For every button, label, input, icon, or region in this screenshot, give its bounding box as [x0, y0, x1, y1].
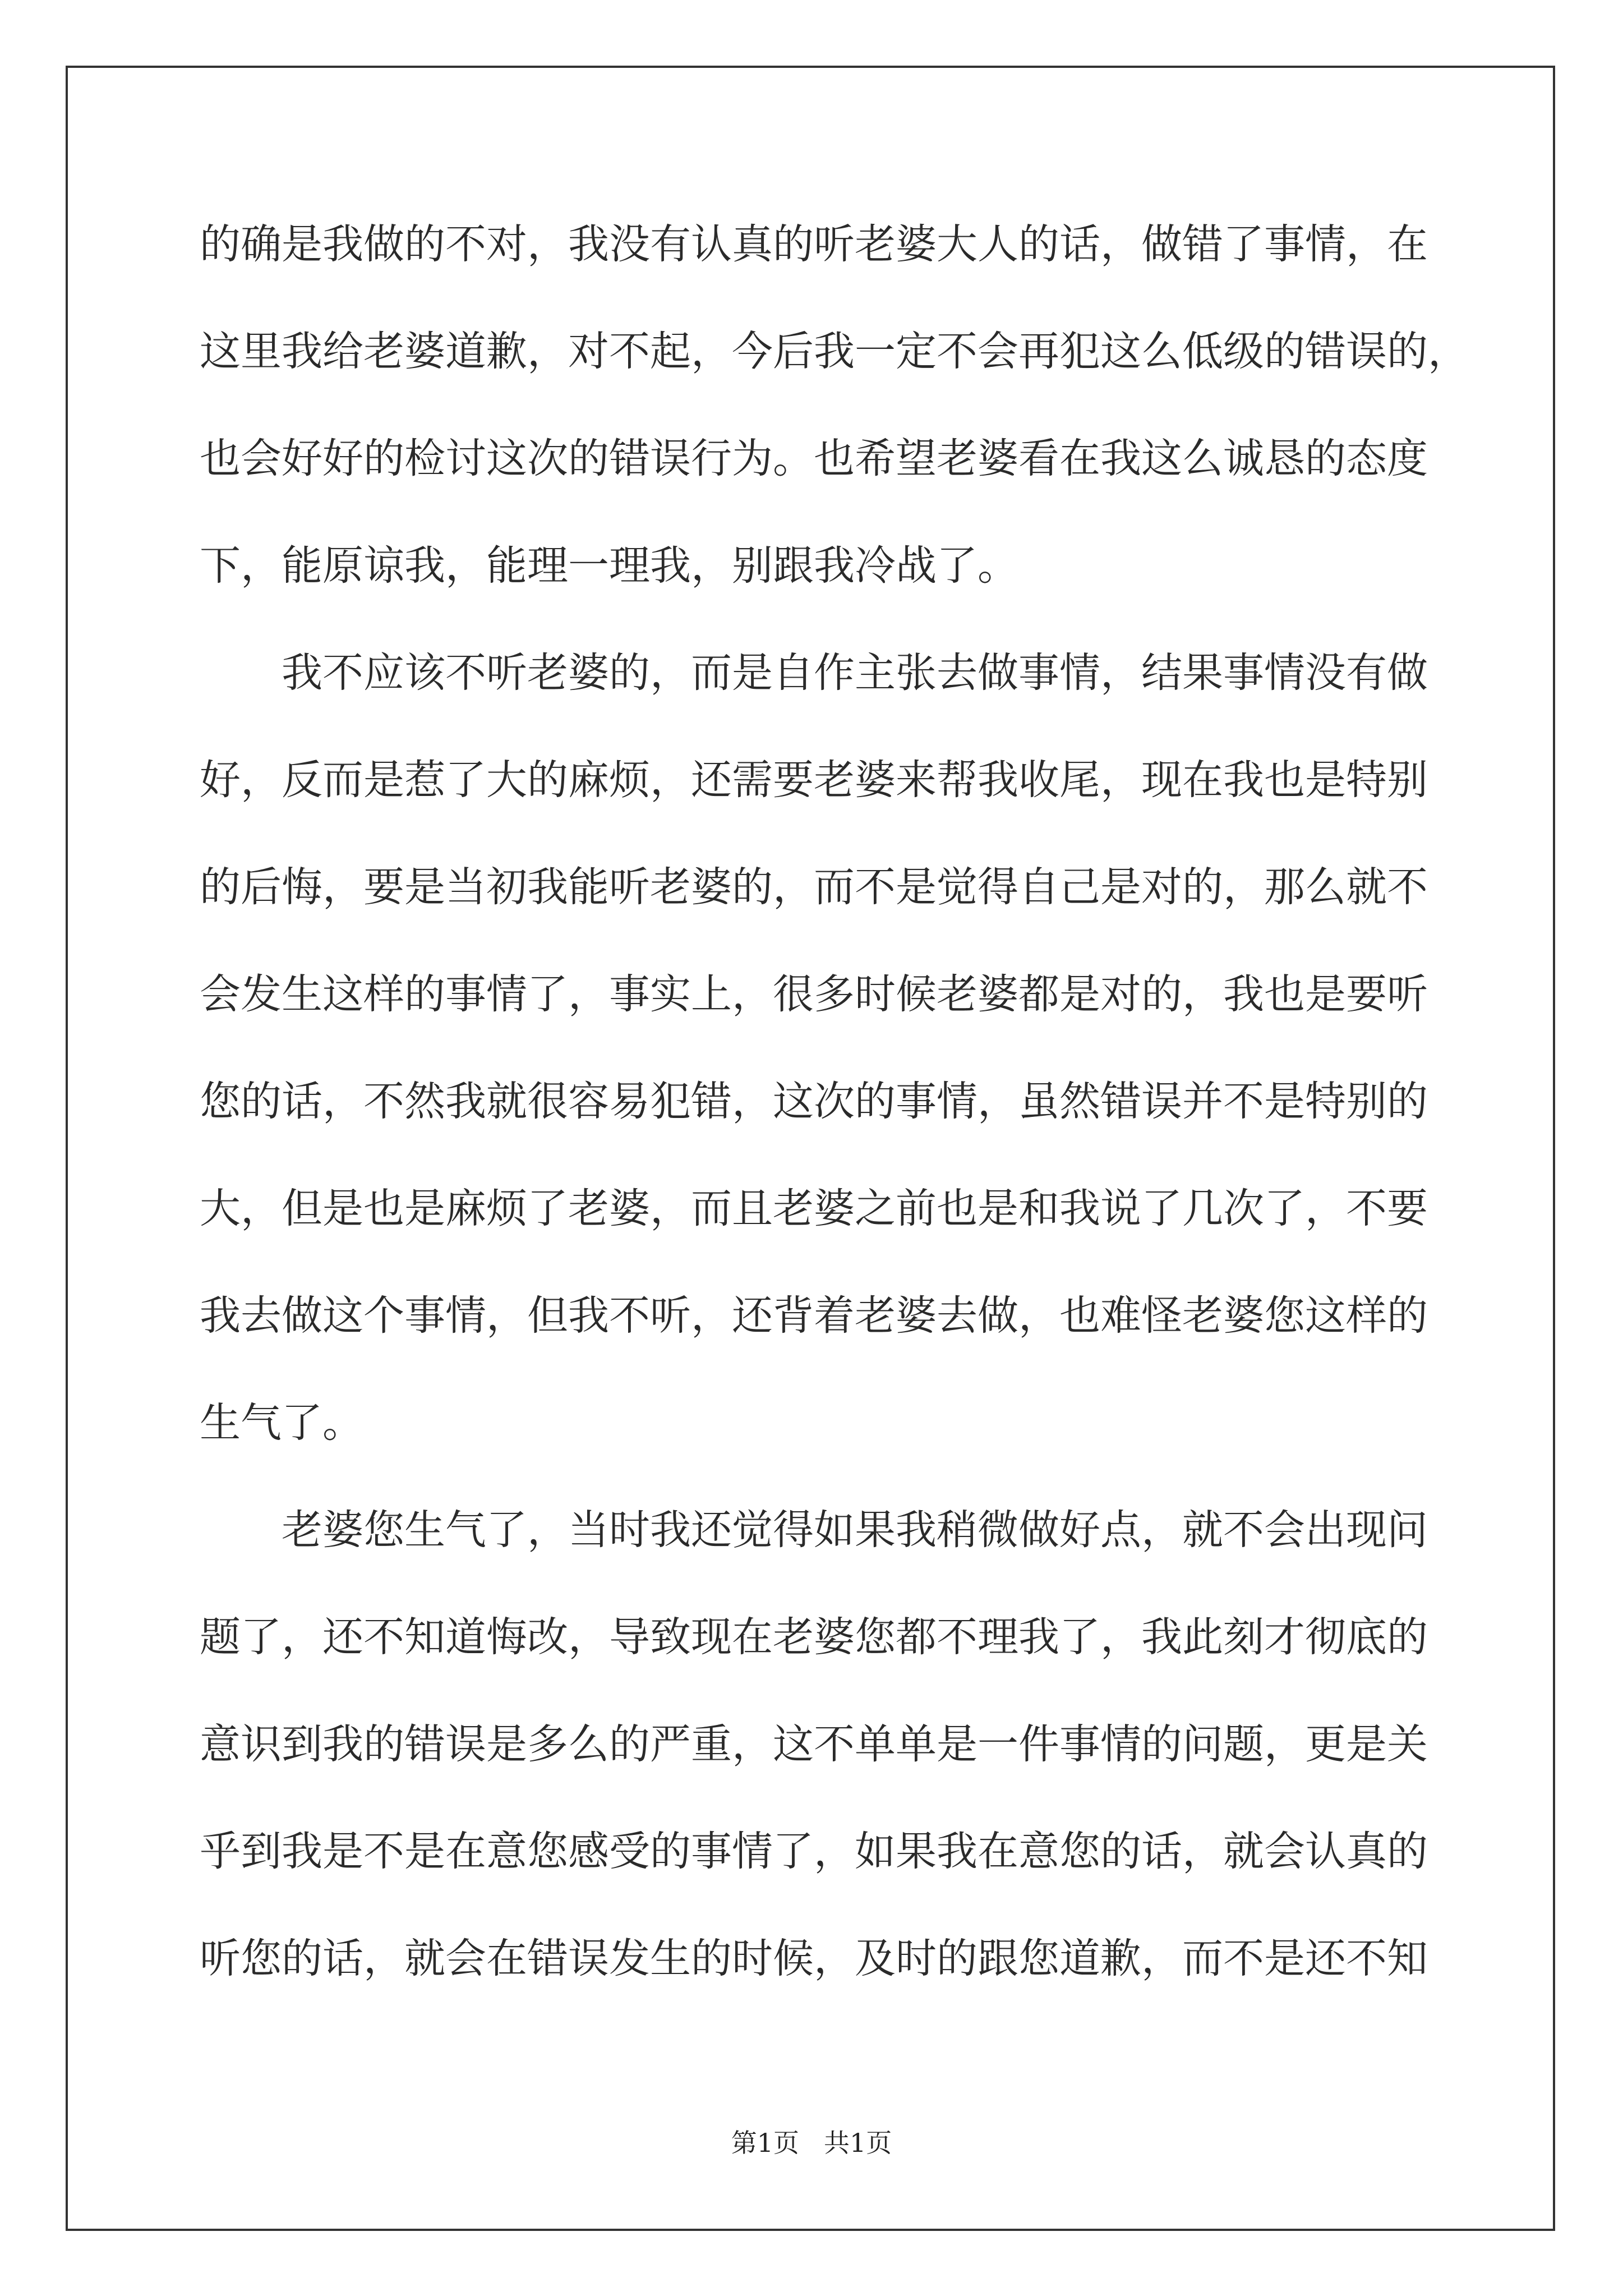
text-line: 的后悔，要是当初我能听老婆的，而不是觉得自己是对的，那么就不 — [200, 863, 1428, 911]
text-line: 我去做这个事情，但我不听，还背着老婆去做，也难怪老婆您这样的 — [200, 1292, 1428, 1340]
text-line: 这里我给老婆道歉，对不起，今后我一定不会再犯这么低级的错误的， — [200, 328, 1469, 375]
paragraph-start-line: 我不应该不听老婆的，而是自作主张去做事情，结果事情没有做 — [282, 649, 1428, 697]
document-body — [200, 191, 1469, 2012]
text-line: 乎到我是不是在意您感受的事情了，如果我在意您的话，就会认真的 — [200, 1828, 1428, 1875]
page-number: 第1页 — [731, 2128, 800, 2158]
text-line: 的确是我做的不对，我没有认真的听老婆大人的话，做错了事情，在 — [200, 220, 1428, 268]
text-line: 您的话，不然我就很容易犯错，这次的事情，虽然错误并不是特别的 — [200, 1078, 1428, 1125]
paragraph-start-line: 老婆您生气了，当时我还觉得如果我稍微做好点，就不会出现问 — [282, 1506, 1428, 1554]
text-line: 会发生这样的事情了，事实上，很多时候老婆都是对的，我也是要听 — [200, 970, 1428, 1018]
text-line: 也会好好的检讨这次的错误行为。也希望老婆看在我这么诚恳的态度 — [200, 435, 1428, 482]
page-footer — [0, 2126, 1623, 2160]
text-line: 大，但是也是麻烦了老婆，而且老婆之前也是和我说了几次了，不要 — [200, 1185, 1428, 1232]
text-line: 意识到我的错误是多么的严重，这不单单是一件事情的问题，更是关 — [200, 1720, 1428, 1768]
text-line: 题了，还不知道悔改，导致现在老婆您都不理我了，我此刻才彻底的 — [200, 1613, 1428, 1661]
text-line: 下，能原谅我，能理一理我，别跟我冷战了。 — [200, 542, 1018, 590]
page-total: 共1页 — [823, 2128, 892, 2158]
text-line: 好，反而是惹了大的麻烦，还需要老婆来帮我收尾，现在我也是特别 — [200, 756, 1428, 804]
text-line: 听您的话，就会在错误发生的时候，及时的跟您道歉，而不是还不知 — [200, 1935, 1428, 1982]
text-line: 生气了。 — [200, 1399, 363, 1447]
